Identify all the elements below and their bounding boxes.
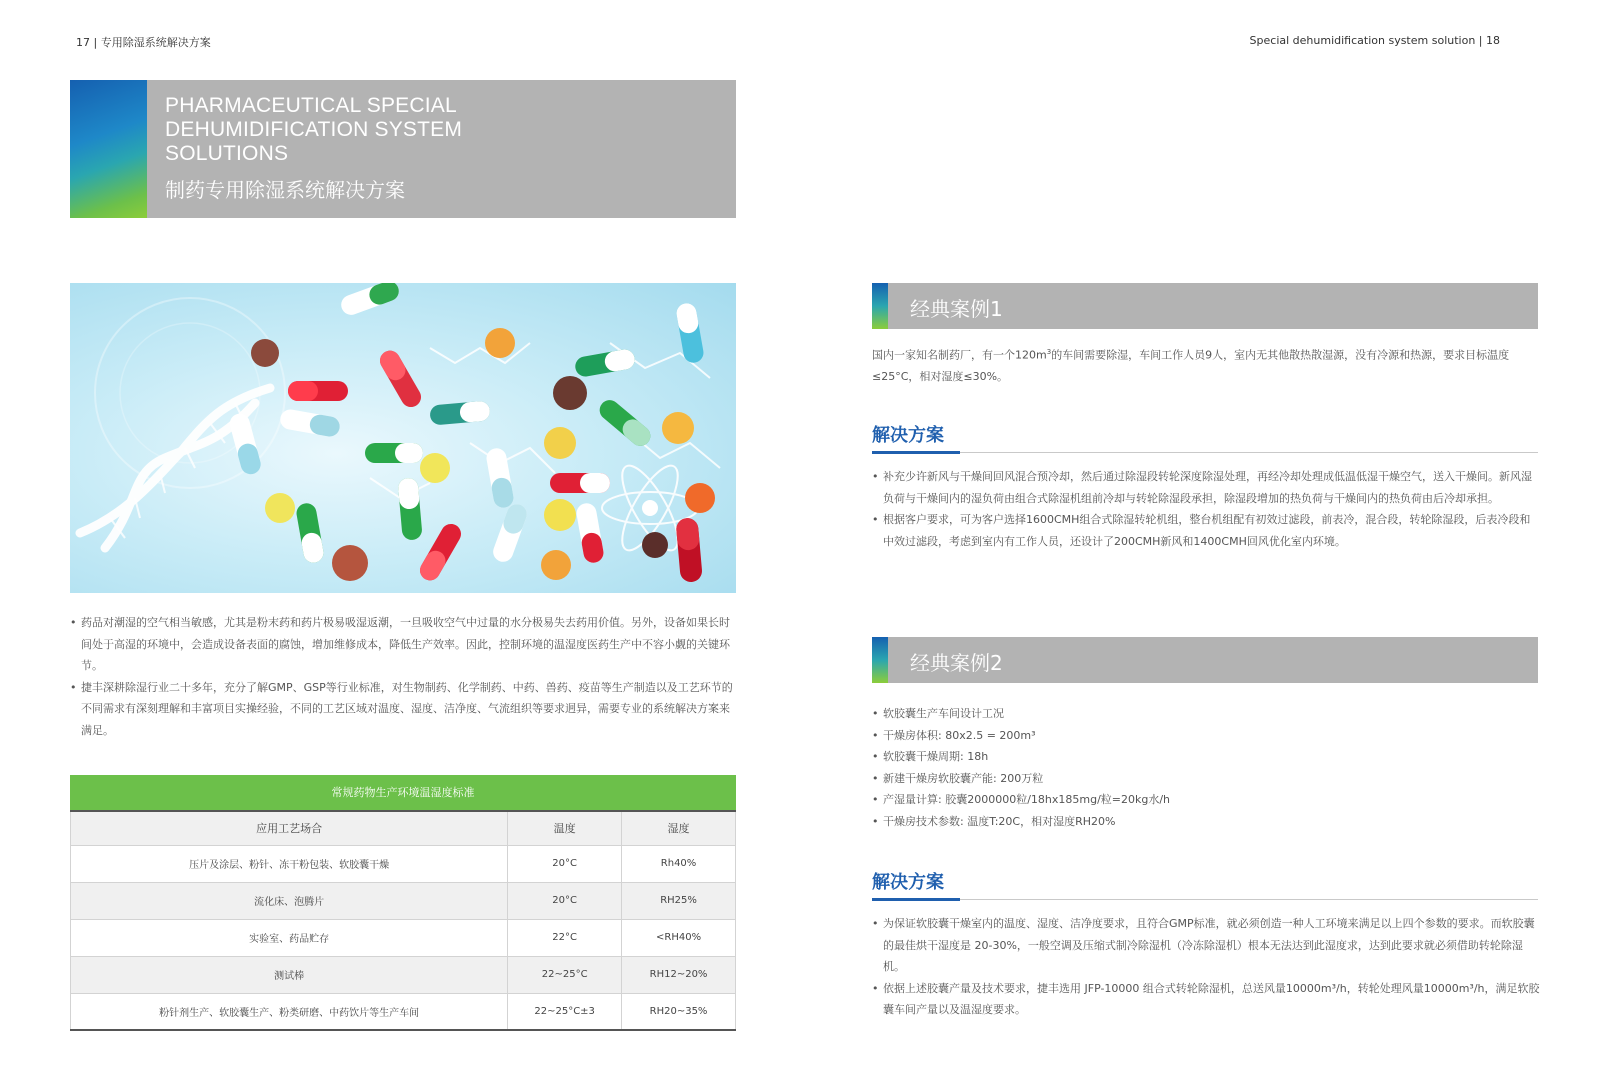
cell-temperature: 22~25°C±3: [508, 993, 622, 1030]
list-item: • 补充少许新风与干燥间回风混合预冷却，然后通过除湿段转轮深度除湿处理，再经冷却处理成低温低湿干燥空气，送入干燥间。新风湿负荷与干燥间内的湿负荷由组合式除湿机组前冷却与转轮除湿段承担，除湿段增加的热负荷与干燥间内的热负荷由后冷却承担。: [872, 466, 1540, 509]
list-item: • 干燥房技术参数: 温度T:20C，相对湿度RH20%: [872, 811, 1540, 833]
cell-temperature: 22~25°C: [508, 956, 622, 993]
case1-solution-heading: 解决方案: [872, 417, 1538, 453]
pharmaceutical-capsules-photo: [70, 283, 736, 593]
cell-application: 测试棒: [71, 956, 508, 993]
case2-solution-heading: 解决方案: [872, 864, 1538, 900]
intro-paragraphs: [70, 612, 738, 741]
table-header-row: [71, 811, 736, 845]
list-item: • 根据客户要求，可为客户选择1600CMH组合式除湿转轮机组，整台机组配有初效过滤段，前表冷，混合段，转轮除湿段，后表冷段和中效过滤段，考虑到室内有工作人员，还设计了200CMH新风和1400CMH回风优化室内环境。: [872, 509, 1540, 552]
banner-title-en: PHARMACEUTICAL SPECIAL DEHUMIDIFICATION SYSTEM SOLUTIONS: [165, 94, 463, 165]
solution-underline: [872, 898, 960, 901]
banner-title-cn: 制药专用除湿系统解决方案: [165, 178, 405, 202]
intro-paragraph-2: • 捷丰深耕除湿行业二十多年，充分了解GMP、GSP等行业标准，对生物制药、化学制药、中药、兽药、疫苗等生产制造以及工艺环节的不同需求有深刻理解和丰富项目实操经验，不同的工艺区域对温度、湿度、洁净度、气流组织等要求迥异，需要专业的系统解决方案来满足。: [70, 680, 733, 737]
cell-application: 流化床、泡腾片: [71, 882, 508, 919]
cell-application: 实验室、药品贮存: [71, 919, 508, 956]
case2-title: 经典案例2: [910, 651, 1003, 675]
case2-conditions-list: [872, 703, 1540, 832]
case1-title: 经典案例1: [910, 297, 1003, 321]
intro-paragraph-1: • 药品对潮湿的空气相当敏感，尤其是粉末药和药片极易吸湿返潮，一旦吸收空气中过量的水分极易失去药用价值。另外，设备如果长时间处于高湿的环境中，会造成设备表面的腐蚀，增加维修成本，降低生产效率。因此，控制环境的温湿度医药生产中不容小觑的关键环节。: [70, 616, 730, 672]
list-item: • 软胶囊生产车间设计工况: [872, 703, 1540, 725]
header-temperature: 温度: [508, 811, 622, 845]
table-row: [71, 993, 736, 1030]
cell-application: 粉针剂生产、软胶囊生产、粉类研磨、中药饮片等生产车间: [71, 993, 508, 1030]
table-row: [71, 956, 736, 993]
cell-application: 压片及涂层、粉针、冻干粉包装、软胶囊干燥: [71, 845, 508, 882]
case1-description: 国内一家知名制药厂，有一个$120m^3$的车间需要除湿，车间工作人员9人，室内无其他散热散湿源，没有冷源和热源，要求目标温度≤25°C，相对湿度≤30%。: [872, 348, 1510, 384]
list-item: • 依据上述胶囊产量及技术要求，捷丰选用 JFP-10000 组合式转轮除湿机，总送风量10000m³/h，转轮处理风量10000m³/h，满足软胶囊车间产量以及温湿度要求。: [872, 978, 1540, 1021]
list-item: • 为保证软胶囊干燥室内的温度、湿度、洁净度要求，且符合GMP标准，就必须创造一种人工环境来满足以上四个参数的要求。而软胶囊的最佳烘干湿度是 20-30%，一般空调及压缩式制冷除湿机（冷冻除湿机）根本无法达到此湿度求，达到此要求就必须借助转轮除湿机。: [872, 913, 1540, 978]
case2-header: [872, 637, 1538, 683]
table-row: [71, 845, 736, 882]
humidity-standard-table: [70, 775, 736, 1031]
cell-temperature: 20°C: [508, 845, 622, 882]
table-row: [71, 919, 736, 956]
banner-gradient-block: [70, 80, 147, 218]
list-item: • 产湿量计算: 胶囊2000000粒/18hx185mg/粒=20kg水/h: [872, 789, 1540, 811]
case2-gradient-block: [872, 637, 888, 683]
case1-solution-list: [872, 466, 1540, 552]
table-row: [71, 882, 736, 919]
cell-humidity: RH20~35%: [622, 993, 736, 1030]
case1-header: [872, 283, 1538, 329]
header-humidity: 湿度: [622, 811, 736, 845]
title-banner: [70, 80, 736, 218]
case1-gradient-block: [872, 283, 888, 329]
cell-temperature: 22°C: [508, 919, 622, 956]
table-caption: 常规药物生产环境温湿度标准: [70, 775, 736, 810]
cell-humidity: RH12~20%: [622, 956, 736, 993]
list-item: • 干燥房体积: 80x2.5 = 200m³: [872, 725, 1540, 747]
cell-humidity: <RH40%: [622, 919, 736, 956]
cell-humidity: Rh40%: [622, 845, 736, 882]
list-item: • 软胶囊干燥周期: 18h: [872, 746, 1540, 768]
header-application: 应用工艺场合: [71, 811, 508, 845]
cell-temperature: 20°C: [508, 882, 622, 919]
cell-humidity: RH25%: [622, 882, 736, 919]
right-page-number: Special dehumidification system solution | 18: [1249, 34, 1500, 47]
case2-solution-list: [872, 913, 1540, 1021]
list-item: • 新建干燥房软胶囊产能: 200万粒: [872, 768, 1540, 790]
left-page-number: 17 | 专用除湿系统解决方案: [76, 36, 211, 49]
solution-underline: [872, 451, 960, 454]
